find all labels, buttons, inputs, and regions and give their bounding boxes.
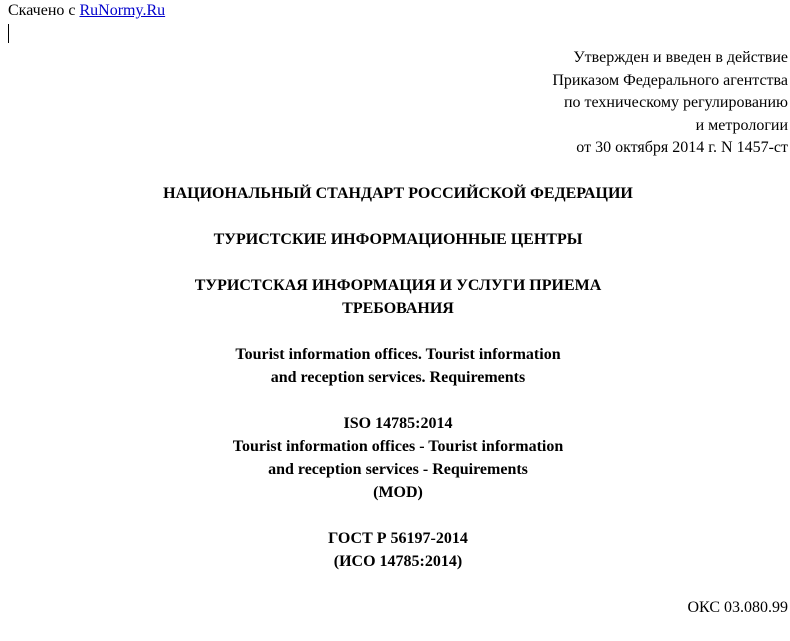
source-prefix: Скачено с [8, 2, 80, 19]
approval-line: и метрологии [695, 116, 788, 134]
iso-reference [0, 412, 790, 504]
national-standard-title-text: НАЦИОНАЛЬНЫЙ СТАНДАРТ РОССИЙСКОЙ ФЕДЕРАЦИИ [163, 185, 633, 202]
iso-reference-line: Tourist information offices - Tourist information [232, 438, 564, 455]
english-title [0, 343, 790, 389]
iso-reference-line: and reception services - Requirements [268, 461, 528, 478]
national-standard-title [0, 182, 790, 205]
approval-line: от 30 октября 2014 г. N 1457-ст [576, 139, 788, 156]
source-line [8, 1, 165, 21]
subject-title-text: ТУРИСТСКИЕ ИНФОРМАЦИОННЫЕ ЦЕНТРЫ [213, 231, 583, 248]
approval-block [368, 47, 788, 160]
subject-title [0, 228, 790, 251]
gost-designation-line: ГОСТ Р 56197-2014 [328, 530, 468, 547]
russian-title [0, 274, 790, 320]
text-cursor [8, 24, 9, 43]
approval-line: Утвержден и введен в действие [573, 49, 788, 66]
approval-line: по техническому регулированию [563, 94, 788, 111]
russian-title-line: ТРЕБОВАНИЯ [342, 300, 454, 317]
english-title-line: Tourist information offices. Tourist information [235, 346, 561, 363]
gost-designation [0, 527, 790, 573]
source-link[interactable]: RuNormy.Ru [79, 2, 166, 19]
approval-line: Приказом Федерального агентства [552, 71, 788, 89]
english-title-line: and reception services. Requirements [270, 369, 526, 386]
oks-code: ОКС 03.080.99 [687, 599, 788, 616]
gost-designation-line: (ИСО 14785:2014) [333, 553, 463, 570]
russian-title-line: ТУРИСТСКАЯ ИНФОРМАЦИЯ И УСЛУГИ ПРИЕМА [194, 277, 602, 294]
iso-reference-line: ISO 14785:2014 [343, 415, 453, 432]
iso-reference-line: (MOD) [373, 484, 423, 501]
